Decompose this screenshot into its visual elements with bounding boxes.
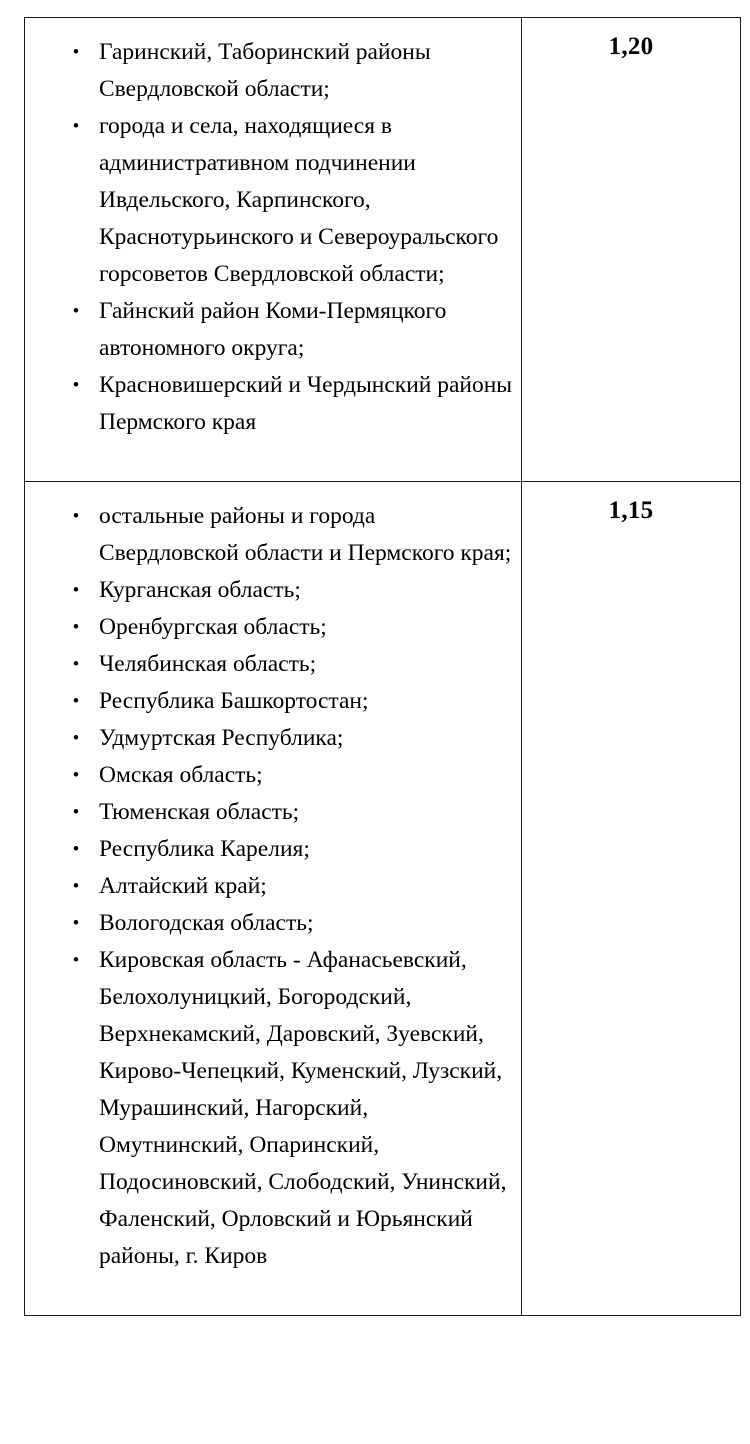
region-list-item-text: Республика Карелия;	[99, 836, 310, 862]
bullet-icon: •	[72, 506, 80, 527]
bullet-icon: •	[72, 116, 80, 137]
bullet-icon: •	[72, 876, 80, 897]
bullet-icon: •	[72, 654, 80, 675]
region-list-item	[25, 572, 513, 609]
table-row	[25, 482, 741, 1316]
region-list-item-text: города и села, находящиеся в административном подчинении Ивдельского, Карпинского, Краснотурьинского и Североуральского горсоветов Свердловской области;	[99, 113, 499, 287]
region-list-item-text: Удмуртская Республика;	[99, 725, 344, 751]
region-list-item	[25, 108, 513, 293]
region-list	[25, 498, 513, 1275]
region-list-item-text: Челябинская область;	[99, 651, 317, 677]
region-list-item	[25, 794, 513, 831]
coefficient-value-cell	[522, 18, 741, 482]
region-list-item	[25, 831, 513, 868]
region-list-item-text: Гайнский район Коми-Пермяцкого автономного округа;	[99, 298, 447, 361]
region-list-item-text: Тюменская область;	[99, 799, 300, 825]
region-list-item	[25, 498, 513, 572]
bullet-icon: •	[72, 42, 80, 63]
bullet-icon: •	[72, 765, 80, 786]
region-list-item	[25, 942, 513, 1275]
region-list-item	[25, 646, 513, 683]
bullet-icon: •	[72, 375, 80, 396]
region-list-item-text: Алтайский край;	[99, 873, 267, 899]
bullet-icon: •	[72, 728, 80, 749]
bullet-icon: •	[72, 301, 80, 322]
region-list-item	[25, 720, 513, 757]
region-list-item	[25, 609, 513, 646]
region-list-cell	[25, 18, 522, 482]
region-list-item	[25, 367, 513, 441]
region-list-item	[25, 905, 513, 942]
bullet-icon: •	[72, 950, 80, 971]
region-list-item-text: Вологодская область;	[99, 910, 314, 936]
bullet-icon: •	[72, 913, 80, 934]
region-list-item-text: Курганская область;	[99, 577, 301, 603]
region-list	[25, 34, 513, 441]
region-list-item	[25, 293, 513, 367]
region-list-item-text: Гаринский, Таборинский районы Свердловской области;	[99, 39, 431, 102]
region-list-item	[25, 757, 513, 794]
region-list-item	[25, 34, 513, 108]
table-row	[25, 18, 741, 482]
region-list-item-text: Кировская область - Афанасьевский, Белохолуницкий, Богородский, Верхнекамский, Даровский, Зуевский, Кирово-Чепецкий, Куменский, Лузский, Мурашинский, Нагорский, Омутнинский, Опаринский, Подосиновский, Слободский, Унинский, Фаленский, Орловский и Юрьянский районы, г. Киров	[99, 947, 507, 1269]
bullet-icon: •	[72, 839, 80, 860]
region-list-cell	[25, 482, 522, 1316]
region-list-item-text: Республика Башкортостан;	[99, 688, 369, 714]
coefficient-value: 1,20	[608, 33, 654, 60]
coefficient-value-cell	[522, 482, 741, 1316]
bullet-icon: •	[72, 617, 80, 638]
table-body	[25, 18, 741, 1316]
region-list-item-text: Омская область;	[99, 762, 263, 788]
region-list-item	[25, 683, 513, 720]
coefficient-value: 1,15	[608, 497, 654, 524]
region-list-item-text: Красновишерский и Чердынский районы Пермского края	[99, 372, 513, 435]
bullet-icon: •	[72, 691, 80, 712]
bullet-icon: •	[72, 580, 80, 601]
bullet-icon: •	[72, 802, 80, 823]
region-list-item-text: остальные районы и города Свердловской области и Пермского края;	[99, 503, 512, 566]
region-list-item	[25, 868, 513, 905]
coefficient-table	[24, 17, 741, 1316]
region-list-item-text: Оренбургская область;	[99, 614, 327, 640]
